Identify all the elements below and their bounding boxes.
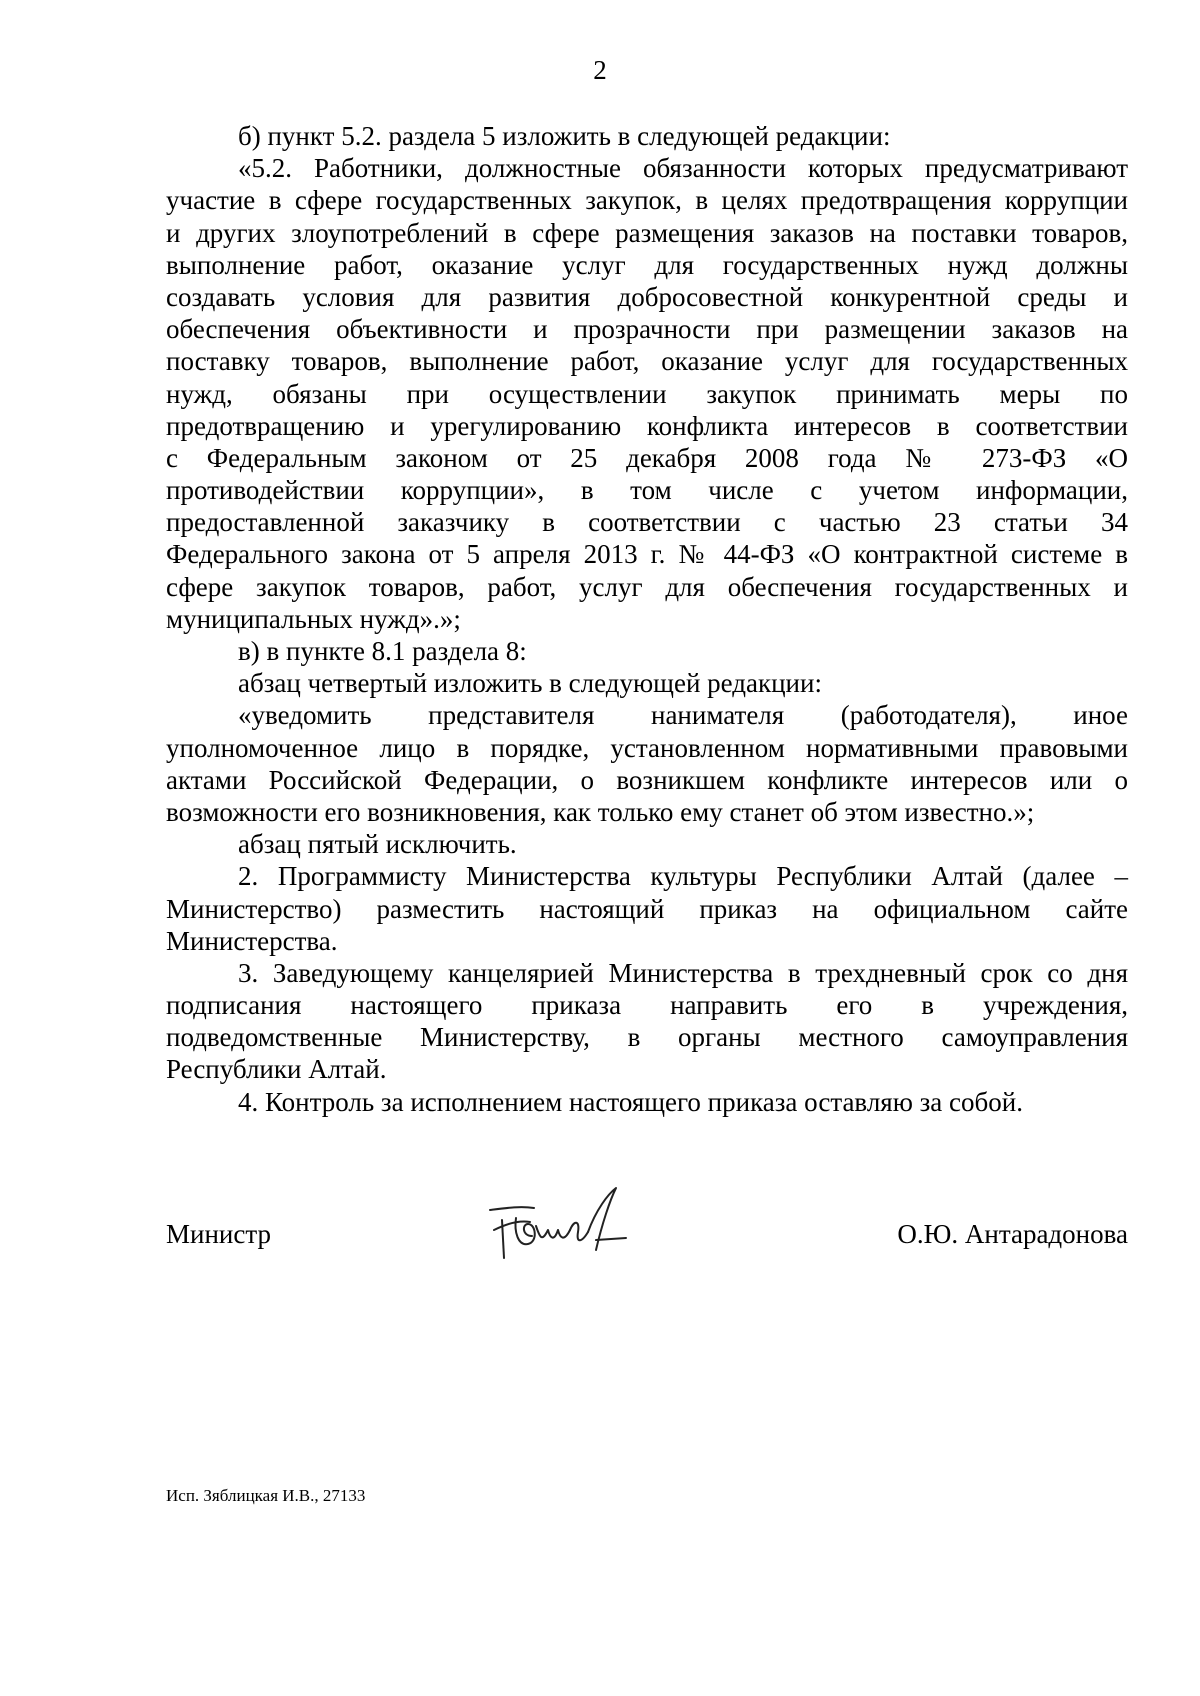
executor-note: Исп. Зяблицкая И.В., 27133 — [166, 1486, 366, 1505]
paragraph-line: участие в сфере государственных закупок, в целях предотвращения коррупции — [166, 185, 1128, 216]
paragraph-line: абзац пятый исключить. — [238, 829, 517, 860]
paragraph-line: абзац четвертый изложить в следующей редакции: — [238, 668, 822, 699]
signatory-name: О.Ю. Антарадонова — [897, 1219, 1128, 1249]
paragraph-line: с Федеральным законом от 25 декабря 2008 года № 273-ФЗ «О — [166, 442, 1128, 473]
document-body — [166, 120, 1128, 1118]
paragraph-line: и других злоупотреблений в сфере размещения заказов на поставки товаров, — [166, 217, 1128, 248]
paragraph-line: предоставленной заказчику в соответствии с частью 23 статьи 34 — [166, 507, 1128, 538]
paragraph-line: Республики Алтай. — [166, 1054, 387, 1085]
paragraph-line: Федерального закона от 5 апреля 2013 г. № 44-ФЗ «О контрактной системе в — [166, 539, 1128, 570]
paragraph-line: подведомственные Министерству, в органы местного самоуправления — [166, 1022, 1128, 1053]
paragraph-line: в) в пункте 8.1 раздела 8: — [238, 636, 527, 666]
paragraph-line: создавать условия для развития добросовестной конкурентной среды и — [166, 281, 1128, 312]
paragraph-line: муниципальных нужд».»; — [166, 603, 461, 634]
signature-block — [166, 1218, 1128, 1298]
paragraph-line: актами Российской Федерации, о возникшем конфликте интересов или о — [166, 764, 1128, 795]
page-number: 2 — [593, 55, 607, 85]
paragraph-line: предотвращению и урегулированию конфликта интересов в соответствии — [166, 410, 1128, 441]
paragraph-line: 3. Заведующему канцелярией Министерства в трехдневный срок со дня — [238, 957, 1128, 988]
paragraph-line: нужд, обязаны при осуществлении закупок принимать меры по — [166, 378, 1128, 409]
paragraph-line: противодействии коррупции», в том числе с учетом информации, — [166, 475, 1128, 506]
paragraph-line: Министерства. — [166, 925, 338, 956]
paragraph-line: 2. Программисту Министерства культуры Республики Алтай (далее – — [238, 861, 1128, 892]
signatory-title: Министр — [166, 1219, 271, 1249]
paragraph-line: обеспечения объективности и прозрачности при размещении заказов на — [166, 314, 1128, 345]
paragraph-line: Министерство) разместить настоящий приказ на официальном сайте — [166, 893, 1128, 924]
paragraph-line: 4. Контроль за исполнением настоящего приказа оставляю за собой. — [238, 1086, 1023, 1117]
paragraph-line: подписания настоящего приказа направить его в учреждения, — [166, 990, 1128, 1021]
paragraph-line: уполномоченное лицо в порядке, установленном нормативными правовыми — [166, 732, 1128, 763]
paragraph-line: выполнение работ, оказание услуг для государственных нужд должны — [166, 249, 1128, 280]
paragraph-line: поставку товаров, выполнение работ, оказание услуг для государственных — [166, 346, 1128, 377]
paragraph-line: «5.2. Работники, должностные обязанности которых предусматривают — [238, 153, 1128, 184]
paragraph-line: б) пункт 5.2. раздела 5 изложить в следующей редакции: — [238, 121, 891, 151]
paragraph-line: сфере закупок товаров, работ, услуг для обеспечения государственных и — [166, 571, 1128, 602]
handwritten-signature — [476, 1180, 676, 1270]
paragraph-line: возможности его возникновения, как только ему станет об этом известно.»; — [166, 796, 1035, 827]
paragraph-line: «уведомить представителя нанимателя (работодателя), иное — [238, 700, 1128, 731]
